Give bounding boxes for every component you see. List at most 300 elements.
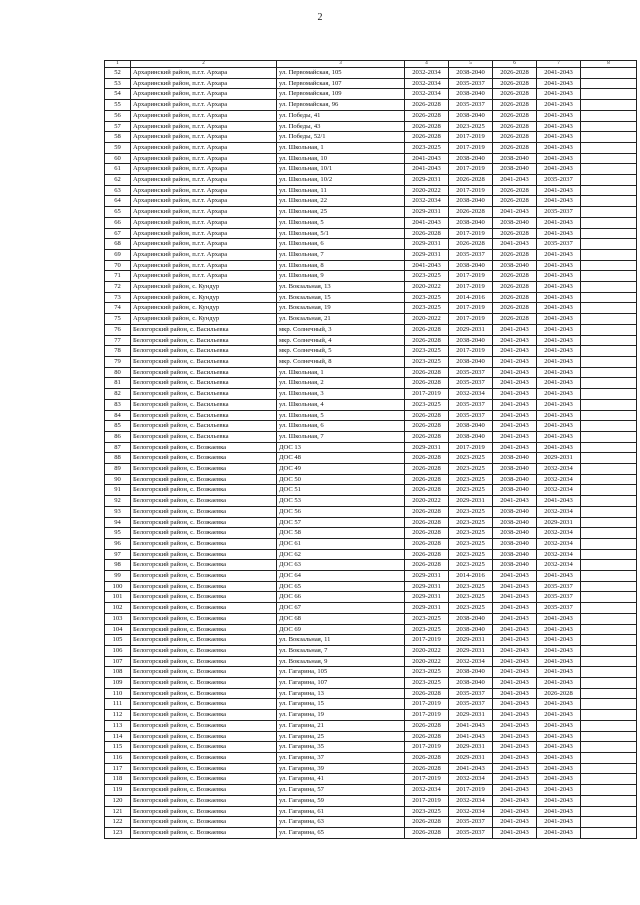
notes-col8 — [581, 324, 637, 335]
period-col6: 2041-2043 — [493, 324, 537, 335]
period-col4: 2026-2028 — [405, 132, 449, 143]
period-col5: 2026-2028 — [449, 175, 493, 186]
notes-col8 — [581, 485, 637, 496]
notes-col8 — [581, 217, 637, 228]
period-col5: 2038-2040 — [449, 260, 493, 271]
table-row — [105, 68, 637, 79]
district-settlement: Белогорский район, с. Возжаевка — [131, 613, 277, 624]
district-settlement: Белогорский район, с. Возжаевка — [131, 678, 277, 689]
period-col5: 2023-2025 — [449, 560, 493, 571]
district-settlement: Белогорский район, с. Возжаевка — [131, 742, 277, 753]
table-row — [105, 453, 637, 464]
table-row — [105, 431, 637, 442]
period-col4: 2026-2028 — [405, 464, 449, 475]
street-address: ул. Школьная, 1 — [277, 367, 405, 378]
period-col6: 2041-2043 — [493, 442, 537, 453]
period-col4: 2032-2034 — [405, 68, 449, 79]
district-settlement: Белогорский район, с. Возжаевка — [131, 688, 277, 699]
period-col6: 2041-2043 — [493, 785, 537, 796]
district-settlement: Белогорский район, с. Возжаевка — [131, 624, 277, 635]
table-row — [105, 324, 637, 335]
period-col6: 2026-2028 — [493, 68, 537, 79]
period-col4: 2020-2022 — [405, 185, 449, 196]
period-col7: 2041-2043 — [537, 827, 581, 838]
period-col6: 2041-2043 — [493, 207, 537, 218]
district-settlement: Архаринский район, п.г.т. Архара — [131, 110, 277, 121]
notes-col8 — [581, 421, 637, 432]
row-number: 90 — [105, 474, 131, 485]
district-settlement: Архаринский район, п.г.т. Архара — [131, 132, 277, 143]
notes-col8 — [581, 100, 637, 111]
period-col7: 2041-2043 — [537, 571, 581, 582]
table-row — [105, 100, 637, 111]
period-col7: 2041-2043 — [537, 645, 581, 656]
notes-col8 — [581, 753, 637, 764]
row-number: 96 — [105, 538, 131, 549]
district-settlement: Белогорский район, с. Возжаевка — [131, 581, 277, 592]
row-number: 64 — [105, 196, 131, 207]
period-col4: 2029-2031 — [405, 239, 449, 250]
period-col6: 2026-2028 — [493, 89, 537, 100]
district-settlement: Белогорский район, с. Возжаевка — [131, 806, 277, 817]
row-number: 101 — [105, 592, 131, 603]
district-settlement: Белогорский район, с. Возжаевка — [131, 464, 277, 475]
notes-col8 — [581, 110, 637, 121]
period-col7: 2041-2043 — [537, 410, 581, 421]
period-col6: 2041-2043 — [493, 678, 537, 689]
table-row — [105, 753, 637, 764]
column-header: 1 — [105, 61, 131, 68]
notes-col8 — [581, 389, 637, 400]
row-number: 104 — [105, 624, 131, 635]
period-col4: 2029-2031 — [405, 175, 449, 186]
row-number: 59 — [105, 142, 131, 153]
street-address: ул. Школьная, 10/1 — [277, 164, 405, 175]
period-col7: 2041-2043 — [537, 260, 581, 271]
period-col4: 2029-2031 — [405, 442, 449, 453]
period-col6: 2038-2040 — [493, 506, 537, 517]
row-number: 86 — [105, 431, 131, 442]
period-col5: 2038-2040 — [449, 667, 493, 678]
period-col6: 2041-2043 — [493, 656, 537, 667]
period-col4: 2026-2028 — [405, 367, 449, 378]
row-number: 85 — [105, 421, 131, 432]
district-settlement: Белогорский район, с. Возжаевка — [131, 795, 277, 806]
row-number: 57 — [105, 121, 131, 132]
period-col4: 2029-2031 — [405, 592, 449, 603]
district-settlement: Белогорский район, с. Возжаевка — [131, 635, 277, 646]
period-col5: 2017-2019 — [449, 132, 493, 143]
period-col5: 2038-2040 — [449, 68, 493, 79]
period-col7: 2032-2034 — [537, 474, 581, 485]
period-col5: 2035-2037 — [449, 399, 493, 410]
row-number: 87 — [105, 442, 131, 453]
table-row — [105, 795, 637, 806]
table-row — [105, 806, 637, 817]
street-address: ул. Гагарина, 41 — [277, 774, 405, 785]
district-settlement: Архаринский район, п.г.т. Архара — [131, 100, 277, 111]
period-col6: 2041-2043 — [493, 742, 537, 753]
period-col5: 2035-2037 — [449, 699, 493, 710]
notes-col8 — [581, 68, 637, 79]
period-col4: 2023-2025 — [405, 292, 449, 303]
period-col5: 2017-2019 — [449, 142, 493, 153]
period-col4: 2023-2025 — [405, 667, 449, 678]
period-col6: 2026-2028 — [493, 303, 537, 314]
period-col7: 2041-2043 — [537, 121, 581, 132]
district-settlement: Архаринский район, п.г.т. Архара — [131, 271, 277, 282]
period-col6: 2041-2043 — [493, 774, 537, 785]
row-number: 53 — [105, 78, 131, 89]
period-col6: 2041-2043 — [493, 239, 537, 250]
period-col5: 2023-2025 — [449, 592, 493, 603]
period-col5: 2038-2040 — [449, 196, 493, 207]
street-address: ул. Школьная, 8 — [277, 260, 405, 271]
street-address: ДОС 66 — [277, 592, 405, 603]
row-number: 98 — [105, 560, 131, 571]
district-settlement: Белогорский район, с. Возжаевка — [131, 710, 277, 721]
table-row — [105, 282, 637, 293]
period-col4: 2026-2028 — [405, 560, 449, 571]
table-row — [105, 474, 637, 485]
table-row — [105, 292, 637, 303]
period-col5: 2041-2043 — [449, 720, 493, 731]
period-col6: 2026-2028 — [493, 121, 537, 132]
period-col5: 2014-2016 — [449, 292, 493, 303]
period-col4: 2029-2031 — [405, 581, 449, 592]
table-row — [105, 196, 637, 207]
notes-col8 — [581, 774, 637, 785]
table-row — [105, 110, 637, 121]
period-col7: 2041-2043 — [537, 656, 581, 667]
district-settlement: Белогорский район, с. Возжаевка — [131, 571, 277, 582]
notes-col8 — [581, 806, 637, 817]
row-number: 58 — [105, 132, 131, 143]
district-settlement: Архаринский район, п.г.т. Архара — [131, 185, 277, 196]
street-address: ул. Школьная, 2 — [277, 378, 405, 389]
period-col6: 2041-2043 — [493, 806, 537, 817]
district-settlement: Белогорский район, с. Возжаевка — [131, 453, 277, 464]
period-col6: 2026-2028 — [493, 271, 537, 282]
district-settlement: Архаринский район, п.г.т. Архара — [131, 153, 277, 164]
table-row — [105, 207, 637, 218]
row-number: 94 — [105, 517, 131, 528]
row-number: 107 — [105, 656, 131, 667]
period-col6: 2026-2028 — [493, 78, 537, 89]
period-col7: 2041-2043 — [537, 153, 581, 164]
street-address: ул. Вокзальная, 7 — [277, 645, 405, 656]
period-col4: 2026-2028 — [405, 378, 449, 389]
notes-col8 — [581, 656, 637, 667]
column-header: 4 — [405, 61, 449, 68]
period-col7: 2041-2043 — [537, 817, 581, 828]
street-address: ДОС 13 — [277, 442, 405, 453]
period-col4: 2026-2028 — [405, 720, 449, 731]
street-address: ул. Гагарина, 61 — [277, 806, 405, 817]
housing-repair-table — [104, 60, 637, 839]
table-row — [105, 421, 637, 432]
period-col6: 2026-2028 — [493, 228, 537, 239]
column-header: 7 — [537, 61, 581, 68]
period-col5: 2035-2037 — [449, 817, 493, 828]
period-col4: 2026-2028 — [405, 817, 449, 828]
period-col7: 2041-2043 — [537, 367, 581, 378]
period-col7: 2032-2034 — [537, 560, 581, 571]
period-col4: 2026-2028 — [405, 731, 449, 742]
street-address: мкр. Солнечный, 3 — [277, 324, 405, 335]
period-col4: 2041-2043 — [405, 164, 449, 175]
notes-col8 — [581, 249, 637, 260]
notes-col8 — [581, 356, 637, 367]
period-col7: 2041-2043 — [537, 699, 581, 710]
period-col7: 2041-2043 — [537, 678, 581, 689]
period-col6: 2041-2043 — [493, 410, 537, 421]
district-settlement: Белогорский район, с. Возжаевка — [131, 763, 277, 774]
period-col7: 2041-2043 — [537, 249, 581, 260]
notes-col8 — [581, 228, 637, 239]
period-col7: 2041-2043 — [537, 624, 581, 635]
period-col4: 2023-2025 — [405, 303, 449, 314]
period-col7: 2032-2034 — [537, 549, 581, 560]
street-address: ул. Школьная, 11 — [277, 185, 405, 196]
table-row — [105, 249, 637, 260]
notes-col8 — [581, 164, 637, 175]
table-row — [105, 603, 637, 614]
period-col6: 2041-2043 — [493, 753, 537, 764]
period-col7: 2041-2043 — [537, 335, 581, 346]
street-address: ул. Школьная, 10 — [277, 153, 405, 164]
notes-col8 — [581, 132, 637, 143]
street-address: ул. Школьная, 9 — [277, 271, 405, 282]
district-settlement: Белогорский район, с. Васильевка — [131, 356, 277, 367]
period-col5: 2038-2040 — [449, 624, 493, 635]
table-row — [105, 239, 637, 250]
notes-col8 — [581, 517, 637, 528]
street-address: ДОС 65 — [277, 581, 405, 592]
period-col6: 2026-2028 — [493, 196, 537, 207]
district-settlement: Архаринский район, п.г.т. Архара — [131, 228, 277, 239]
period-col7: 2041-2043 — [537, 795, 581, 806]
period-col7: 2041-2043 — [537, 142, 581, 153]
period-col5: 2035-2037 — [449, 78, 493, 89]
row-number: 103 — [105, 613, 131, 624]
period-col5: 2041-2043 — [449, 763, 493, 774]
row-number: 62 — [105, 175, 131, 186]
period-col6: 2041-2043 — [493, 581, 537, 592]
period-col6: 2038-2040 — [493, 164, 537, 175]
period-col5: 2038-2040 — [449, 356, 493, 367]
period-col7: 2041-2043 — [537, 442, 581, 453]
notes-col8 — [581, 699, 637, 710]
table-row — [105, 667, 637, 678]
table-row — [105, 517, 637, 528]
period-col5: 2035-2037 — [449, 249, 493, 260]
notes-col8 — [581, 89, 637, 100]
table-row — [105, 538, 637, 549]
street-address: ДОС 48 — [277, 453, 405, 464]
period-col7: 2041-2043 — [537, 710, 581, 721]
table-row — [105, 485, 637, 496]
row-number: 112 — [105, 710, 131, 721]
row-number: 88 — [105, 453, 131, 464]
period-col6: 2026-2028 — [493, 249, 537, 260]
column-header: 3 — [277, 61, 405, 68]
period-col4: 2026-2028 — [405, 228, 449, 239]
street-address: ул. Школьная, 5 — [277, 217, 405, 228]
period-col4: 2020-2022 — [405, 314, 449, 325]
period-col5: 2035-2037 — [449, 100, 493, 111]
district-settlement: Белогорский район, с. Возжаевка — [131, 720, 277, 731]
row-number: 83 — [105, 399, 131, 410]
period-col7: 2035-2037 — [537, 175, 581, 186]
notes-col8 — [581, 817, 637, 828]
notes-col8 — [581, 464, 637, 475]
row-number: 73 — [105, 292, 131, 303]
district-settlement: Архаринский район, п.г.т. Архара — [131, 175, 277, 186]
period-col6: 2038-2040 — [493, 464, 537, 475]
period-col5: 2023-2025 — [449, 464, 493, 475]
table-row — [105, 699, 637, 710]
period-col6: 2038-2040 — [493, 153, 537, 164]
period-col6: 2038-2040 — [493, 560, 537, 571]
period-col4: 2023-2025 — [405, 399, 449, 410]
period-col5: 2032-2034 — [449, 806, 493, 817]
notes-col8 — [581, 335, 637, 346]
notes-col8 — [581, 142, 637, 153]
notes-col8 — [581, 442, 637, 453]
period-col5: 2026-2028 — [449, 207, 493, 218]
notes-col8 — [581, 688, 637, 699]
period-col5: 2029-2031 — [449, 742, 493, 753]
district-settlement: Белогорский район, с. Возжаевка — [131, 667, 277, 678]
period-col5: 2038-2040 — [449, 335, 493, 346]
row-number: 79 — [105, 356, 131, 367]
notes-col8 — [581, 78, 637, 89]
table-row — [105, 217, 637, 228]
table-row — [105, 731, 637, 742]
district-settlement: Архаринский район, п.г.т. Архара — [131, 196, 277, 207]
table-row — [105, 185, 637, 196]
street-address: ул. Школьная, 7 — [277, 431, 405, 442]
period-col5: 2017-2019 — [449, 271, 493, 282]
period-col5: 2035-2037 — [449, 367, 493, 378]
table-row — [105, 763, 637, 774]
row-number: 115 — [105, 742, 131, 753]
period-col5: 2017-2019 — [449, 228, 493, 239]
street-address: ул. Гагарина, 63 — [277, 817, 405, 828]
period-col6: 2041-2043 — [493, 346, 537, 357]
district-settlement: Белогорский район, с. Васильевка — [131, 367, 277, 378]
table-row — [105, 367, 637, 378]
period-col5: 2032-2034 — [449, 795, 493, 806]
row-number: 114 — [105, 731, 131, 742]
street-address: ДОС 69 — [277, 624, 405, 635]
notes-col8 — [581, 603, 637, 614]
period-col6: 2041-2043 — [493, 667, 537, 678]
district-settlement: Архаринский район, п.г.т. Архара — [131, 239, 277, 250]
district-settlement: Белогорский район, с. Возжаевка — [131, 496, 277, 507]
district-settlement: Белогорский район, с. Васильевка — [131, 431, 277, 442]
period-col4: 2026-2028 — [405, 324, 449, 335]
notes-col8 — [581, 453, 637, 464]
period-col7: 2035-2037 — [537, 592, 581, 603]
street-address: ул. Школьная, 7 — [277, 249, 405, 260]
notes-col8 — [581, 282, 637, 293]
row-number: 65 — [105, 207, 131, 218]
street-address: ул. Гагарина, 59 — [277, 795, 405, 806]
period-col5: 2023-2025 — [449, 474, 493, 485]
period-col6: 2038-2040 — [493, 538, 537, 549]
period-col4: 2032-2034 — [405, 785, 449, 796]
period-col4: 2026-2028 — [405, 121, 449, 132]
period-col4: 2026-2028 — [405, 485, 449, 496]
notes-col8 — [581, 742, 637, 753]
table-row — [105, 656, 637, 667]
table-row — [105, 817, 637, 828]
row-number: 78 — [105, 346, 131, 357]
period-col5: 2029-2031 — [449, 496, 493, 507]
row-number: 123 — [105, 827, 131, 838]
row-number: 89 — [105, 464, 131, 475]
district-settlement: Белогорский район, с. Васильевка — [131, 399, 277, 410]
period-col7: 2041-2043 — [537, 346, 581, 357]
district-settlement: Белогорский район, с. Возжаевка — [131, 753, 277, 764]
period-col5: 2029-2031 — [449, 635, 493, 646]
notes-col8 — [581, 175, 637, 186]
period-col4: 2023-2025 — [405, 624, 449, 635]
column-header: 5 — [449, 61, 493, 68]
period-col7: 2041-2043 — [537, 356, 581, 367]
notes-col8 — [581, 378, 637, 389]
period-col6: 2038-2040 — [493, 485, 537, 496]
street-address: ул. Вокзальная, 19 — [277, 303, 405, 314]
street-address: ДОС 58 — [277, 528, 405, 539]
period-col7: 2041-2043 — [537, 421, 581, 432]
period-col6: 2041-2043 — [493, 592, 537, 603]
period-col5: 2023-2025 — [449, 517, 493, 528]
period-col7: 2041-2043 — [537, 753, 581, 764]
period-col5: 2038-2040 — [449, 110, 493, 121]
table-row — [105, 688, 637, 699]
period-col4: 2026-2028 — [405, 110, 449, 121]
row-number: 54 — [105, 89, 131, 100]
table-row — [105, 410, 637, 421]
row-number: 93 — [105, 506, 131, 517]
period-col5: 2023-2025 — [449, 453, 493, 464]
period-col6: 2038-2040 — [493, 217, 537, 228]
period-col4: 2026-2028 — [405, 474, 449, 485]
period-col5: 2017-2019 — [449, 314, 493, 325]
period-col4: 2026-2028 — [405, 431, 449, 442]
street-address: ул. Школьная, 6 — [277, 421, 405, 432]
notes-col8 — [581, 292, 637, 303]
period-col5: 2017-2019 — [449, 785, 493, 796]
period-col7: 2029-2031 — [537, 453, 581, 464]
period-col7: 2032-2034 — [537, 528, 581, 539]
page-number: 2 — [317, 12, 323, 23]
notes-col8 — [581, 645, 637, 656]
notes-col8 — [581, 763, 637, 774]
street-address: ул. Школьная, 5/1 — [277, 228, 405, 239]
table-row — [105, 549, 637, 560]
district-settlement: Архаринский район, п.г.т. Архара — [131, 207, 277, 218]
street-address: ул. Гагарина, 105 — [277, 667, 405, 678]
row-number: 75 — [105, 314, 131, 325]
period-col5: 2023-2025 — [449, 506, 493, 517]
district-settlement: Белогорский район, с. Возжаевка — [131, 474, 277, 485]
period-col5: 2029-2031 — [449, 645, 493, 656]
row-number: 119 — [105, 785, 131, 796]
